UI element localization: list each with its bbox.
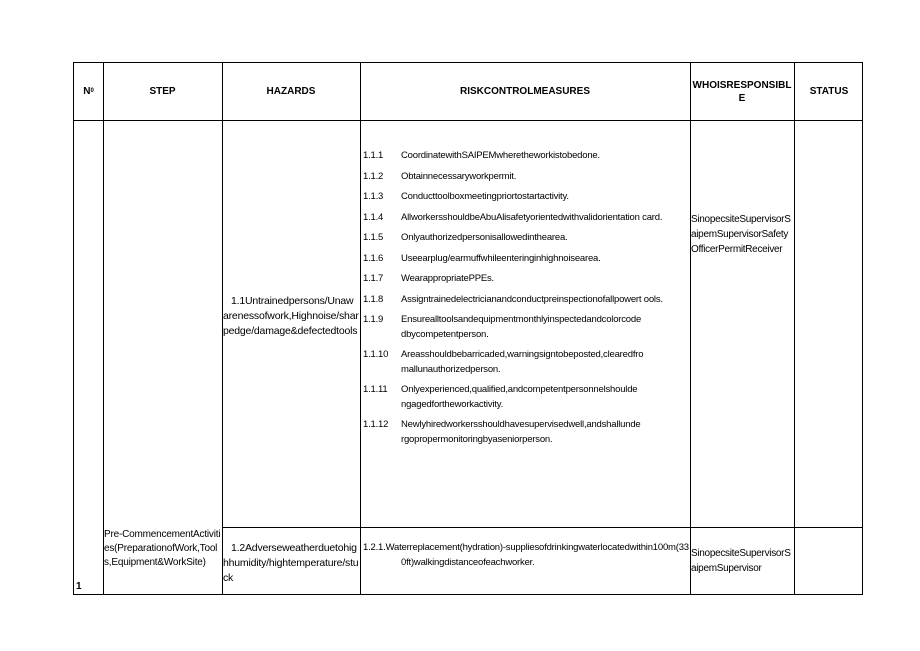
column-divider [103, 63, 104, 594]
risk-control-measures-1-1 [363, 149, 693, 453]
measure-item [363, 149, 693, 164]
measure-number: 1.1.5 [363, 232, 384, 243]
measure-item [363, 170, 693, 185]
header-status: STATUS [809, 86, 849, 97]
measure-number: 1.1.8 [363, 293, 384, 305]
measure-item [363, 348, 693, 377]
measure-item [363, 383, 693, 412]
header-divider [74, 120, 862, 121]
measure-number: 1.1.7 [363, 273, 384, 284]
measure-number: 1.1.9 [363, 314, 384, 325]
responsible-1-2: SinopecsiteSupervisorSaipemSupervisor [691, 548, 791, 574]
header-hazards: HAZARDS [266, 86, 316, 97]
header-no-text: N [83, 86, 91, 97]
measure-number: 1.1.11 [363, 384, 388, 395]
column-divider [360, 63, 361, 594]
measure-item [363, 418, 693, 447]
row-divider [222, 527, 862, 528]
measure-item [363, 313, 693, 342]
measure-text: Areasshouldbebarricaded,warningsigntobeposted,clearedfro mallunauthorizedperson. [401, 349, 644, 375]
measure-text: Assigntrainedelectricianandconductpreinspectionofallpowert ools. [401, 293, 663, 305]
measure-number: 1.1.12 [363, 419, 389, 430]
measure-text: Useearplug/earmuffwhileenteringinhighnoisearea. [401, 252, 601, 264]
header-risk-control-measures: RISKCONTROLMEASURES [459, 86, 590, 97]
measure-text: Conducttoolboxmeetingpriortostartactivity. [401, 191, 569, 202]
measure-text: Obtainnecessaryworkpermit. [401, 170, 517, 182]
responsible-1-1: SinopecsiteSupervisorSaipemSupervisorSafetyOfficerPermitReceiver [691, 214, 791, 255]
measure-item [363, 272, 693, 287]
measure-item [363, 293, 693, 308]
header-no-superscript: 0 [90, 88, 94, 94]
hazard-1-1: 1.1Untrainedpersons/Unawarenessofwork,Highnoise/sharpedge/damage&defectedtools [223, 295, 359, 337]
measure-text: Onlyauthorizedpersonisallowedinthearea. [401, 232, 568, 243]
measure-item [363, 231, 693, 246]
step-text: Pre-CommencementActivities(PreparationofWork,Tools,Equipment&WorkSite) [104, 529, 221, 568]
header-no [74, 63, 103, 120]
measure-number: 1.1.10 [363, 349, 389, 360]
measure-item [363, 190, 693, 205]
measure-text: Onlyexperienced,qualified,andcompetentpersonnelshoulde ngagedfortheworkactivity. [401, 384, 638, 410]
measure-number: 1.1.3 [363, 191, 384, 202]
header-who-is-responsible: WHOISRESPONSIBLE [692, 79, 792, 104]
hazard-1-2: 1.2Adverseweatherduetohighhumidity/hightemperature/stuck [223, 542, 359, 584]
measure-text: CoordinatewithSAIPEMwheretheworkistobedone. [401, 150, 600, 161]
measure-text: WearappropriatePPEs. [401, 273, 494, 284]
measure-item [363, 252, 693, 267]
measure-number: 1.1.6 [363, 252, 384, 264]
measure-item [363, 211, 693, 226]
measure-text: Ensurealltoolsandequipmentmonthlyinspectedandcolorcode dbycompetentperson. [401, 314, 642, 340]
measure-number: 1.1.1 [363, 150, 384, 161]
risk-assessment-table [73, 62, 863, 595]
column-divider [794, 63, 795, 594]
risk-control-measure-1-2-1: 1.2.1.Waterreplacement(hydration)-suppliesofdrinkingwaterlocatedwithin100m(330ft)walkingdistanceofeachworker. [363, 542, 689, 568]
measure-number: 1.1.2 [363, 170, 384, 182]
measure-text: AllworkersshouldbeAbuAlisafetyorientedwithvalidorientation card. [401, 211, 663, 223]
measure-number: 1.1.4 [363, 211, 384, 223]
header-step: STEP [149, 86, 176, 97]
measure-text: Newlyhiredworkersshouldhavesupervisedwell,andshallunde rgopropermonitoringbyaseniorperson. [401, 419, 641, 445]
row-number: 1 [76, 581, 82, 592]
